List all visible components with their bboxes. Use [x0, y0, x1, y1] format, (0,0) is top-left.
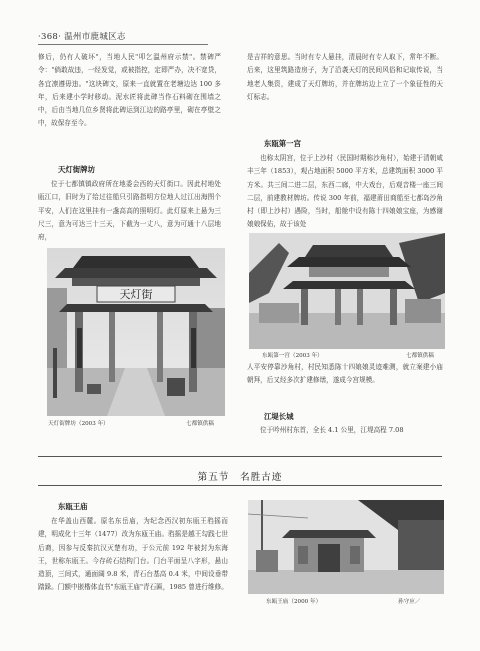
- tiandeng-paragraph: 位于七都镇镇政府所在地委会西的天灯街口。因此村地处瓯江口，旧时为了给过往船只引路指明方位地人过江出海图个平安，人们在这里挂有一盏高高的照明灯。此灯原来上悬为三尺三，意为可达三十三天，下截为一丈八，意为可通十八层地府，: [38, 180, 221, 242]
- header-rule: [38, 44, 208, 45]
- archway-sign-text: 天灯街: [119, 288, 153, 301]
- dongou-paragraph-cont: 人平安停靠沙角村，村民知悉陈十四娘娘灵迹难测，就立案建小庙朝拜，后又经多次扩建修缮，遂成今宫规模。: [247, 363, 443, 385]
- section-heading-tiandeng: 天灯街牌坊: [58, 165, 95, 174]
- page-header: ·368· 温州市鹿城区志: [38, 32, 126, 42]
- left-column-paragraph: 修后，仍有人破坏"，当地人民"叩乞温州府示禁"。禁碑严令："倘敢故违，一经发觉，或被指控，定即严办，决不宽贷，各宜凛遵毋违。"这块碑文，原来一直就置在老塘边达 100 多年，后来建小学时移动。泥水匠将此碑当作石料砌在围墙之中，后由当地几位乡贤将此碑运到江边的路亭里，砌在亭壁之中，故保存至今。: [38, 53, 221, 128]
- section-heading-dongou: 东瓯第一宫: [264, 139, 301, 148]
- tiandeng-caption-right: 七都镇供稿: [186, 421, 214, 427]
- section-title: 第五节 名胜古迹: [197, 472, 283, 483]
- dongou-palace-photo: [249, 233, 445, 349]
- right-column-paragraph: 是吉祥的意思。当时有专人悬挂，清晨时有专人取下，常年不断。后来，这里筑路造房子，为了沿袭天灯的民间风俗和记取传说，当地老人集资，建成了天灯牌坊，并在牌坊边上立了一个象征性的天灯标志。: [247, 53, 443, 101]
- jiangti-paragraph: 位于吟州村东首，全长 4.1 公里，江堤高程 7.08: [260, 426, 404, 434]
- section-top-rule: [38, 456, 442, 457]
- dongouwang-caption-left: 东瓯王庙（2000 年）: [266, 599, 322, 605]
- dongou-caption-left: 东瓯第一宫（2003 年）: [262, 353, 323, 359]
- tiandeng-archway-photo: [47, 248, 225, 416]
- section-heading-jiangti: 江堤长城: [264, 412, 294, 421]
- dongou-caption-right: 七都镇供稿: [406, 353, 434, 359]
- tiandeng-caption-left: 天灯街牌坊（2003 年）: [48, 421, 109, 427]
- section-heading-dongouwang: 东瓯王庙: [58, 502, 88, 511]
- section-bottom-rule: [38, 485, 442, 486]
- dongouwang-paragraph: 在华盖山西麓。原名东岳庙，为纪念西汉初东瓯王驺摇而建，明成化十三年（1477）改为东瓯王庙。驺摇是越王勾践七世后裔，因参与反秦抗汉灭楚有功，于公元前 192 年被封为东海王，世称东瓯王。今存砖石结构门台。门台平面呈八字形，悬山造顶，三间式，通面阔 9.8 米，青石台基高 0.4 米，中间设垂带踏跺。门额中嵌楷体直书"东瓯王庙"青石匾，1985 曾进行维修。: [38, 517, 228, 592]
- dongouwang-temple-photo: [248, 500, 444, 594]
- dongouwang-caption-right: 孙守应／: [398, 599, 421, 605]
- dongou-paragraph: 也称太阴宫，位于上沙村（民国时期称沙角村），始建于清朝咸丰三年（1853），观占地面积 5000 平方米，总建筑面积 3000 平方米。共三间二进二层，东西二廊，中大戏台，后观音楼一座三间二层，前建教材牌坊。传说 300 年前，福建莆田商船至七都岛沙角村（即上沙村）遇险，当时，船舱中设有陈十四娘娘宝座，为感谢娘娘保佑，故于该处: [247, 154, 443, 229]
